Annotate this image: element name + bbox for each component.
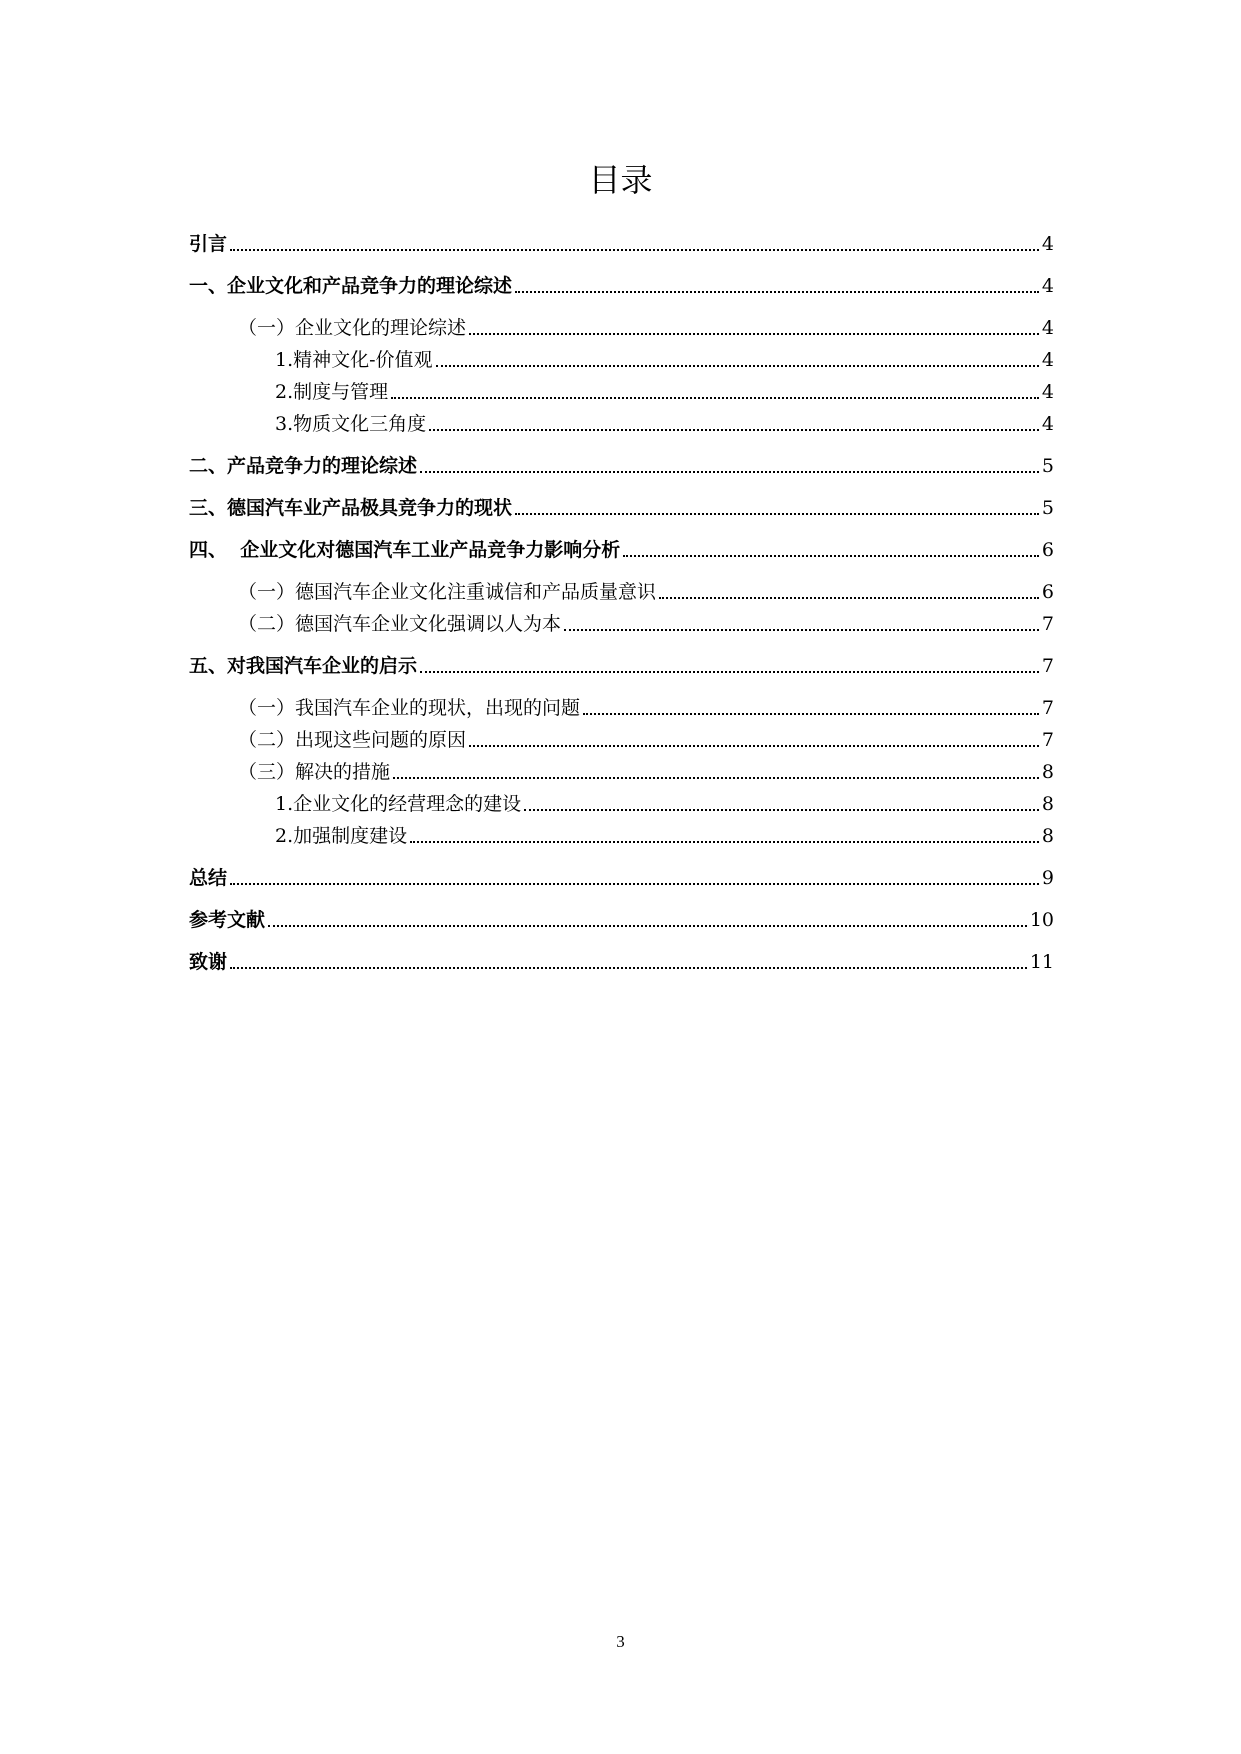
toc-entry-label: 1.精神文化-价值观: [275, 349, 433, 371]
toc-entry-page: 4: [1041, 381, 1054, 403]
toc-entry-section-5-2[interactable]: [238, 724, 1054, 752]
toc-entry-page: 7: [1041, 697, 1054, 719]
toc-dot-leader: [436, 365, 1039, 367]
toc-entry-label: 2.制度与管理: [275, 381, 389, 403]
toc-dot-leader: [410, 841, 1039, 843]
toc-dot-leader: [469, 333, 1039, 335]
toc-dot-leader: [469, 745, 1039, 747]
toc-entry-conclusion[interactable]: [189, 862, 1054, 890]
toc-entry-page: 5: [1041, 455, 1054, 477]
toc-dot-leader: [420, 671, 1039, 673]
toc-entry-label: （三）解决的措施: [238, 761, 391, 783]
toc-entry-label: 2.加强制度建设: [275, 825, 408, 847]
toc-entry-label: 3.物质文化三角度: [275, 413, 427, 435]
toc-entry-page: 11: [1029, 951, 1054, 973]
toc-dot-leader: [230, 883, 1039, 885]
toc-dot-leader: [515, 291, 1039, 293]
toc-entry-section-5-1[interactable]: [238, 692, 1054, 720]
toc-entry-page: 10: [1029, 909, 1054, 931]
toc-entry-item-1-1-1[interactable]: [275, 344, 1054, 372]
toc-entry-label: （一）我国汽车企业的现状，出现的问题: [238, 697, 581, 719]
toc-entry-label: （一）德国汽车企业文化注重诚信和产品质量意识: [238, 581, 657, 603]
toc-dot-leader: [524, 809, 1039, 811]
toc-dot-leader: [515, 513, 1039, 515]
toc-entry-page: 9: [1041, 867, 1054, 889]
toc-entry-label: 五、对我国汽车企业的启示: [189, 655, 418, 677]
toc-entry-page: 8: [1041, 793, 1054, 815]
toc-dot-leader: [429, 429, 1039, 431]
toc-entry-label: 总结: [189, 867, 228, 889]
toc-entry-label: 三、德国汽车业产品极具竞争力的现状: [189, 497, 513, 519]
toc-dot-leader: [623, 555, 1039, 557]
toc-entry-page: 4: [1041, 413, 1054, 435]
toc-entry-label: 致谢: [189, 951, 228, 973]
toc-entry-chapter-3[interactable]: [189, 492, 1054, 520]
toc-entry-label: （二）出现这些问题的原因: [238, 729, 467, 751]
page-number: 3: [616, 1632, 625, 1651]
toc-entry-page: 7: [1041, 655, 1054, 677]
toc-entry-label: （一）企业文化的理论综述: [238, 317, 467, 339]
toc-entry-label: 参考文献: [189, 909, 266, 931]
toc-dot-leader: [230, 249, 1039, 251]
toc-dot-leader: [391, 397, 1039, 399]
toc-entry-item-5-3-1[interactable]: [275, 788, 1054, 816]
toc-entry-page: 4: [1041, 317, 1054, 339]
toc-entry-chapter-4[interactable]: [189, 534, 1054, 562]
toc-entry-chapter-2[interactable]: [189, 450, 1054, 478]
toc-dot-leader: [564, 629, 1039, 631]
toc-dot-leader: [268, 925, 1027, 927]
toc-entry-section-1-1[interactable]: [238, 312, 1054, 340]
toc-entry-item-1-1-2[interactable]: [275, 376, 1054, 404]
toc-entry-page: 6: [1041, 539, 1054, 561]
toc-entry-page: 8: [1041, 761, 1054, 783]
toc-entry-label: （二）德国汽车企业文化强调以人为本: [238, 613, 562, 635]
toc-entry-item-5-3-2[interactable]: [275, 820, 1054, 848]
toc-dot-leader: [659, 597, 1039, 599]
toc-dot-leader: [230, 967, 1027, 969]
toc-entry-page: 4: [1041, 233, 1054, 255]
toc-entry-label: 四、 企业文化对德国汽车工业产品竞争力影响分析: [189, 539, 621, 561]
toc-entry-page: 4: [1041, 275, 1054, 297]
toc-entry-references[interactable]: [189, 904, 1054, 932]
toc-entry-introduction[interactable]: [189, 228, 1054, 256]
toc-entry-acknowledgements[interactable]: [189, 946, 1054, 974]
toc-entry-page: 7: [1041, 613, 1054, 635]
toc-entry-page: 5: [1041, 497, 1054, 519]
toc-entry-section-5-3[interactable]: [238, 756, 1054, 784]
toc-entry-label: 引言: [189, 233, 228, 255]
toc-dot-leader: [583, 713, 1039, 715]
toc-entry-label: 二、产品竞争力的理论综述: [189, 455, 418, 477]
toc-dot-leader: [420, 471, 1039, 473]
toc-entry-page: 7: [1041, 729, 1054, 751]
toc-entry-item-1-1-3[interactable]: [275, 408, 1054, 436]
toc-entry-label: 1.企业文化的经营理念的建设: [275, 793, 522, 815]
toc-entry-page: 8: [1041, 825, 1054, 847]
toc-entry-section-4-1[interactable]: [238, 576, 1054, 604]
page-title: 目录: [588, 161, 653, 199]
toc-entry-page: 4: [1041, 349, 1054, 371]
toc-entry-label: 一、企业文化和产品竞争力的理论综述: [189, 275, 513, 297]
toc-dot-leader: [393, 777, 1039, 779]
toc-entry-chapter-1[interactable]: [189, 270, 1054, 298]
toc-entry-chapter-5[interactable]: [189, 650, 1054, 678]
toc-entry-section-4-2[interactable]: [238, 608, 1054, 636]
toc-entry-page: 6: [1041, 581, 1054, 603]
